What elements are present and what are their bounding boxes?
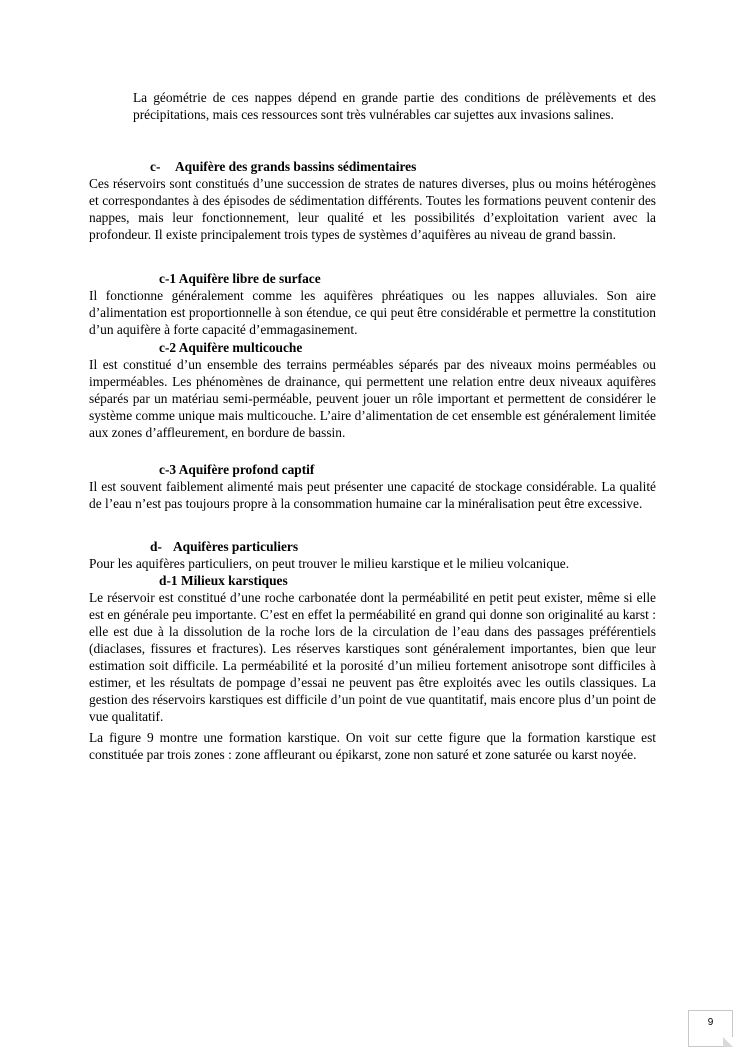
d1-heading: d-1 Milieux karstiques [159, 573, 288, 588]
intro-paragraph: La géométrie de ces nappes dépend en grande partie des conditions de prélèvements et des précipitations, mais ces ressources sont très vulnérables car sujettes aux invasions salines. [133, 90, 656, 122]
section-d-title: Aquifères particuliers [173, 539, 299, 554]
section-c-marker: c- [150, 159, 161, 174]
c1-paragraph: Il fonctionne généralement comme les aquifères phréatiques ou les nappes alluviales. Son aire d’alimentation est proportionnelle à son étendue, ce qui peut être considérable et permettre la constitution d’un aquifère à forte capacité d’emmagasinement. [89, 288, 656, 337]
c1-heading: c-1 Aquifère libre de surface [159, 271, 321, 286]
c3-heading: c-3 Aquifère profond captif [159, 462, 315, 477]
c2-paragraph: Il est constitué d’un ensemble des terrains perméables séparés par des niveaux moins perméables ou imperméables. Les phénomènes de drainance, qui permettent une relation entre deux niveaux aquifères séparés par un matériau semi-perméable, peuvent jouer un rôle important et permettent de considérer le système comme unique mais multicouche. L’aire d’alimentation de cet ensemble est généralement limitée aux zones d’affleurement, en bordure de bassin. [89, 357, 656, 440]
section-c-heading [150, 158, 416, 175]
section-c-paragraph: Ces réservoirs sont constitués d’une succession de strates de natures diverses, plus ou moins hétérogènes et correspondantes à des épisodes de sédimentation différents. Toutes les formations peuvent contenir des nappes, mais leur fonctionnement, leur qualité et les possibilités d’exploitation varient avec la profondeur. Il existe principalement trois types de systèmes d’aquifères au niveau de grand bassin. [89, 176, 656, 242]
page-curl-corner [723, 1037, 733, 1047]
c3-paragraph: Il est souvent faiblement alimenté mais peut présenter une capacité de stockage considérable. La qualité de l’eau n’est pas toujours propre à la consommation humaine car la minéralisation peut être excessive. [89, 479, 656, 511]
page-number-box [688, 1010, 733, 1047]
page-number: 9 [707, 1017, 714, 1028]
c2-heading: c-2 Aquifère multicouche [159, 340, 303, 355]
section-c-title: Aquifère des grands bassins sédimentaires [175, 159, 417, 174]
section-d-marker: d- [150, 539, 162, 554]
section-d-heading [150, 538, 298, 555]
d1-paragraph: Le réservoir est constitué d’une roche carbonatée dont la perméabilité en petit peut exister, même si elle est en générale peu importante. C’est en effet la perméabilité en grand qui donne son originalité au karst : elle est due à la dissolution de la roche lors de la circulation de l’eau dans des passages préférentiels (diaclases, fissures et fractures). Les réserves karstiques sont généralement importantes, bien que leur estimation soit difficile. La perméabilité et la porosité d’un milieu fortement anisotrope sont difficiles à estimer, et les résultats de pompage d’essai ne peuvent pas être exploités avec les outils classiques. La gestion des réservoirs karstiques est difficile d’un point de vue quantitatif, mais encore plus d’un point de vue qualitatif. [89, 590, 656, 724]
section-d-paragraph: Pour les aquifères particuliers, on peut trouver le milieu karstique et le milieu volcanique. [89, 556, 570, 571]
d1-figure-paragraph: La figure 9 montre une formation karstique. On voit sur cette figure que la formation karstique est constituée par trois zones : zone affleurant ou épikarst, zone non saturé et zone saturée ou karst noyée. [89, 730, 656, 762]
